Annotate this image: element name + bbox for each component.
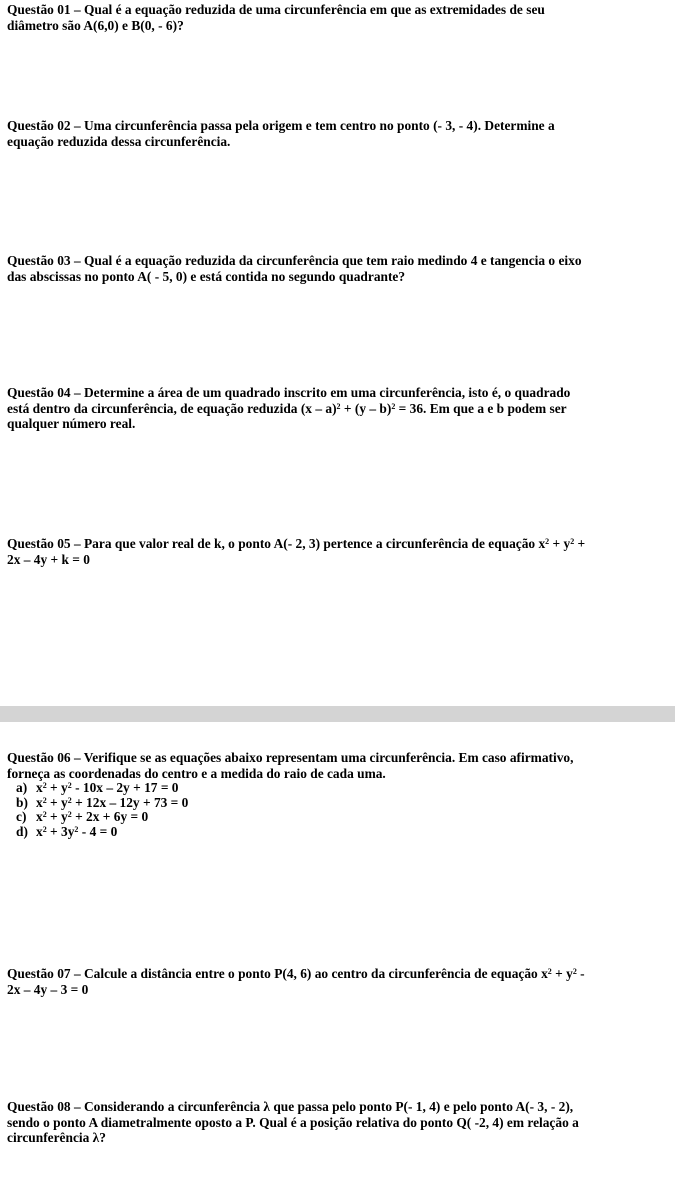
- question-06-line-2: forneça as coordenadas do centro e a medida do raio de cada uma.: [7, 765, 386, 781]
- question-02-line-2: equação reduzida dessa circunferência.: [7, 133, 231, 149]
- question-08-line-1: Questão 08 – Considerando a circunferência λ que passa pelo ponto P(- 1, 4) e pelo ponto A(- 3, - 2),: [7, 1099, 574, 1114]
- question-05-line-2: 2x – 4y + k = 0: [7, 551, 90, 567]
- question-05: [7, 536, 667, 567]
- question-06-item-c: c) $x^2 + y^2 + 2x + 6y = 0$: [16, 809, 149, 825]
- question-06: [7, 750, 667, 839]
- question-04: [7, 385, 667, 432]
- question-07-line-2: 2x – 4y – 3 = 0: [7, 981, 89, 997]
- question-03: [7, 253, 667, 284]
- question-08: [7, 1099, 667, 1146]
- question-07: [7, 966, 667, 997]
- page-divider: [0, 706, 675, 722]
- question-03-line-2: das abscissas no ponto A( - 5, 0) e está contida no segundo quadrante?: [7, 268, 406, 284]
- question-06-line-1: Questão 06 – Verifique se as equações abaixo representam uma circunferência. Em caso afirmativo,: [7, 750, 574, 765]
- question-06-item-a: a) $x^2 + y^2 - 10x - 2y + 17 = 0$: [16, 780, 179, 795]
- question-01: [7, 2, 667, 33]
- question-04-line-1: Questão 04 – Determine a área de um quadrado inscrito em uma circunferência, isto é, o quadrado: [7, 385, 571, 400]
- question-08-line-3: circunferência λ?: [7, 1130, 106, 1145]
- question-07-line-1: Questão 07 – Calcule a distância entre o ponto P(4, 6) ao centro da circunferência de equação $x^2 + y^2$ -: [7, 966, 585, 981]
- question-04-line-2: está dentro da circunferência, de equação reduzida (x – a)$^2$ + (y – b)$^2$ = 36. Em que a e b podem ser: [7, 400, 567, 416]
- question-02: [7, 118, 667, 149]
- question-01-line-1: Questão 01 – Qual é a equação reduzida de uma circunferência em que as extremidades de seu: [7, 2, 545, 17]
- question-03-line-1: Questão 03 – Qual é a equação reduzida da circunferência que tem raio medindo 4 e tangencia o eixo: [7, 253, 582, 268]
- question-06-items: [7, 781, 667, 839]
- question-04-line-3: qualquer número real.: [7, 416, 136, 431]
- question-01-line-2: diâmetro são A(6,0) e B(0, - 6)?: [7, 17, 184, 33]
- question-02-line-1: Questão 02 – Uma circunferência passa pela origem e tem centro no ponto (- 3, - 4). Determine a: [7, 118, 555, 133]
- question-06-item-b: b) $x^2 + y^2 + 12x - 12y + 73 = 0$: [16, 794, 189, 810]
- question-05-line-1: Questão 05 – Para que valor real de k, o ponto A(- 2, 3) pertence a circunferência de equação $x^2 + y^2$ +: [7, 536, 586, 551]
- question-06-item-d: d) $x^2 + 3y^2 - 4 = 0$: [16, 823, 118, 839]
- question-08-line-2: sendo o ponto A diametralmente oposto a P. Qual é a posição relativa do ponto Q( -2, 4) em relação a: [7, 1114, 579, 1130]
